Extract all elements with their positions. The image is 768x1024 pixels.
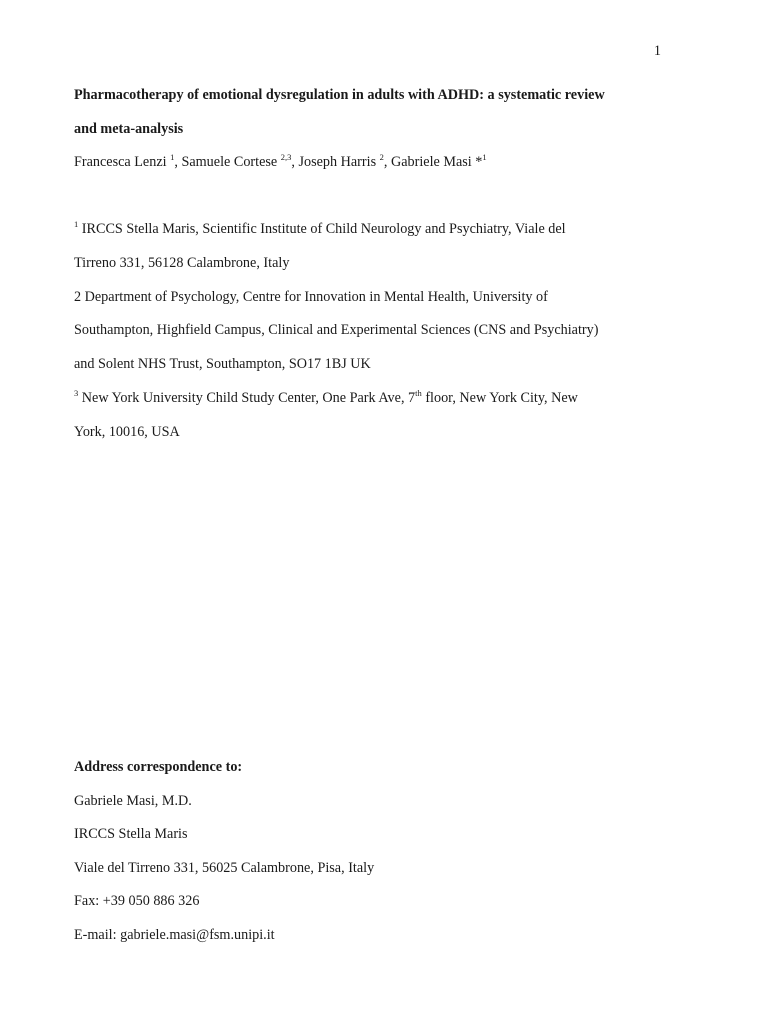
correspondence-name: Gabriele Masi, M.D. [74,793,192,809]
correspondence-institution: IRCCS Stella Maris [74,826,188,842]
affiliation-mark: 1 [74,219,79,229]
affiliation-1-line-2: Tirreno 331, 56128 Calambrone, Italy [74,255,290,271]
ordinal-suffix: th [415,388,422,398]
affiliation-text: IRCCS Stella Maris, Scientific Institute of Child Neurology and Psychiatry, Viale del [81,221,566,237]
author-name: Gabriele Masi * [390,154,483,170]
correspondence-heading: Address correspondence to: [74,759,243,775]
affiliation-text: floor, New York City, New [425,390,578,406]
affiliation-3-line-2: York, 10016, USA [74,424,180,440]
title-line-2: and meta-analysis [74,121,184,137]
author-affiliation-mark: 1 [170,152,175,162]
correspondence-email: E-mail: gabriele.masi@fsm.unipi.it [74,927,275,943]
correspondence-address: Viale del Tirreno 331, 56025 Calambrone, Pisa, Italy [74,860,375,876]
page-number: 1 [653,43,661,59]
affiliation-2-line-3: and Solent NHS Trust, Southampton, SO17 1BJ UK [74,356,371,372]
affiliation-text: New York University Child Study Center, One Park Ave, 7 [81,390,416,406]
author-affiliation-mark: 1 [482,152,487,162]
author-separator: , [174,154,178,170]
author-affiliation-mark: 2 [379,152,384,162]
correspondence-fax: Fax: +39 050 886 326 [74,893,200,909]
author-name: Samuele Cortese [181,154,278,170]
author-separator: , [383,154,388,170]
author-affiliation-mark: 2,3 [280,152,292,162]
affiliation-3-line-1 [74,389,578,407]
author-name: Francesca Lenzi [74,154,167,170]
affiliation-1-line-1 [74,220,566,238]
author-separator: , [291,154,295,170]
author-list [74,153,487,171]
author-name: Joseph Harris [298,154,377,170]
title-line-1: Pharmacotherapy of emotional dysregulation in adults with ADHD: a systematic review [74,87,605,103]
affiliation-mark: 3 [74,388,79,398]
affiliation-2-line-1: 2 Department of Psychology, Centre for Innovation in Mental Health, University of [74,289,548,305]
affiliation-2-line-2: Southampton, Highfield Campus, Clinical and Experimental Sciences (CNS and Psychiatry) [74,322,599,338]
